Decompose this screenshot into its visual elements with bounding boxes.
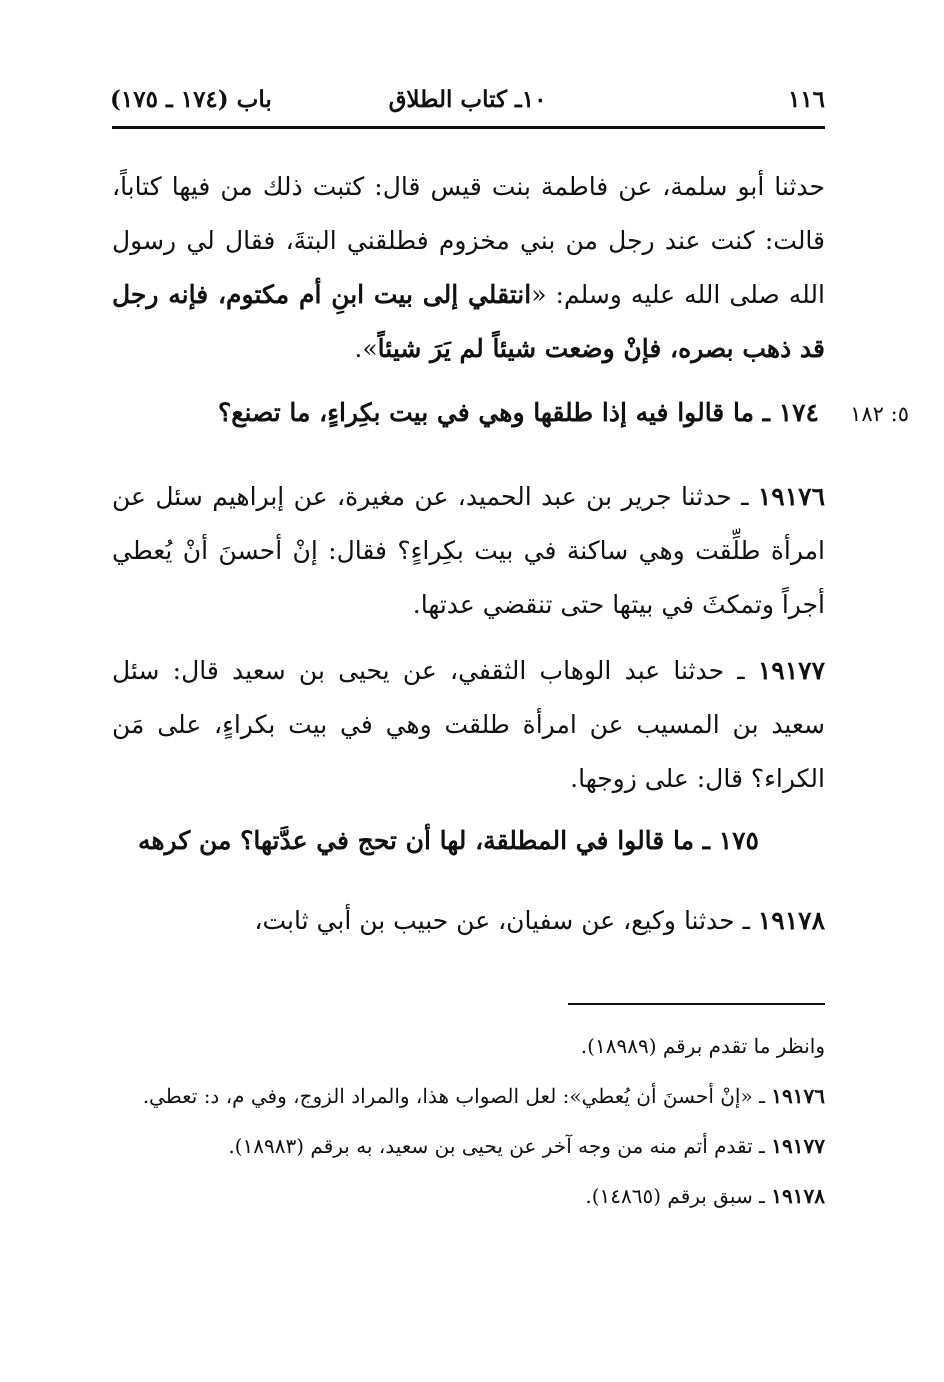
intro-paragraph — [112, 160, 825, 376]
footnote-number: ١٩١٧٨ — [771, 1184, 825, 1208]
chapter-range: باب (١٧٤ ـ ١٧٥) — [110, 86, 272, 113]
header-rule — [112, 126, 825, 129]
hadith-number: ١٩١٧٦ — [757, 482, 825, 511]
intro-plain-text: حدثنا أبو سلمة، عن فاطمة بنت قيس قال: كتبت ذلك من فيها كتاباً، قالت: كنت عند رجل من بني مخزوم فطلقني البتةَ، فقال لي رسول الله صلى الله عليه وسلم: « — [112, 172, 825, 309]
intro-end-text: ». — [354, 334, 378, 363]
footnote-19178 — [112, 1175, 825, 1217]
section-heading-175: ١٧٥ ـ ما قالوا في المطلقة، لها أن تحج في عدَّتها؟ من كرهه — [137, 826, 759, 855]
footnote-text: ـ «إنْ أحسنَ أن يُعطي»: لعل الصواب هذا، والمراد الزوج، وفي م، د: تعطي. — [142, 1084, 772, 1108]
hadith-number: ١٩١٧٧ — [757, 656, 825, 685]
running-header — [110, 86, 825, 122]
footnote-continued — [112, 1025, 825, 1067]
footnotes — [112, 1025, 825, 1225]
hadith-19177 — [112, 644, 825, 806]
footnote-number: ١٩١٧٦ — [771, 1084, 825, 1108]
footnote-19177 — [112, 1125, 825, 1167]
margin-reference: ٥: ١٨٢ — [850, 402, 909, 426]
hadith-text: ـ حدثنا عبد الوهاب الثقفي، عن يحيى بن سعيد قال: سئل سعيد بن المسيب عن امرأة طلقت وهي في بيت بكراءٍ، على مَن الكراء؟ قال: على زوجها. — [112, 656, 825, 793]
hadith-number: ١٩١٧٨ — [757, 906, 825, 935]
footnote-text: ـ تقدم أتم منه من وجه آخر عن يحيى بن سعيد، به برقم (١٨٩٨٣). — [228, 1134, 772, 1158]
footnote-19176 — [112, 1075, 825, 1117]
book-title: ١٠ـ كتاب الطلاق — [388, 86, 547, 113]
hadith-19176 — [112, 470, 825, 632]
footnote-text: وانظر ما تقدم برقم (١٨٩٨٩). — [580, 1034, 825, 1058]
hadith-text: ـ حدثنا وكيع، عن سفيان، عن حبيب بن أبي ثابت، — [254, 906, 758, 935]
section-heading-174: ١٧٤ ـ ما قالوا فيه إذا طلقها وهي في بيت بكِراءٍ، ما تصنع؟ — [217, 398, 819, 427]
page-number: ١١٦ — [787, 86, 825, 113]
footnote-text: ـ سبق برقم (١٤٨٦٥). — [585, 1184, 772, 1208]
hadith-19178 — [112, 894, 825, 948]
hadith-text: ـ حدثنا جرير بن عبد الحميد، عن مغيرة، عن إبراهيم سئل عن امرأة طلِّقت وهي ساكنة في بيت بكِراءٍ؟ فقال: إنْ أحسنَ أنْ يُعطي أجراً وتمكثَ في بيتها حتى تنقضي عدتها. — [112, 482, 825, 619]
footnote-rule — [568, 1003, 825, 1005]
footnote-number: ١٩١٧٧ — [771, 1134, 825, 1158]
hadith-quote: انتقلي إلى بيت ابنِ أم مكتوم، فإنه رجل قد ذهب بصره، فإنْ وضعت شيئاً لم يَرَ شيئاً — [112, 280, 825, 363]
